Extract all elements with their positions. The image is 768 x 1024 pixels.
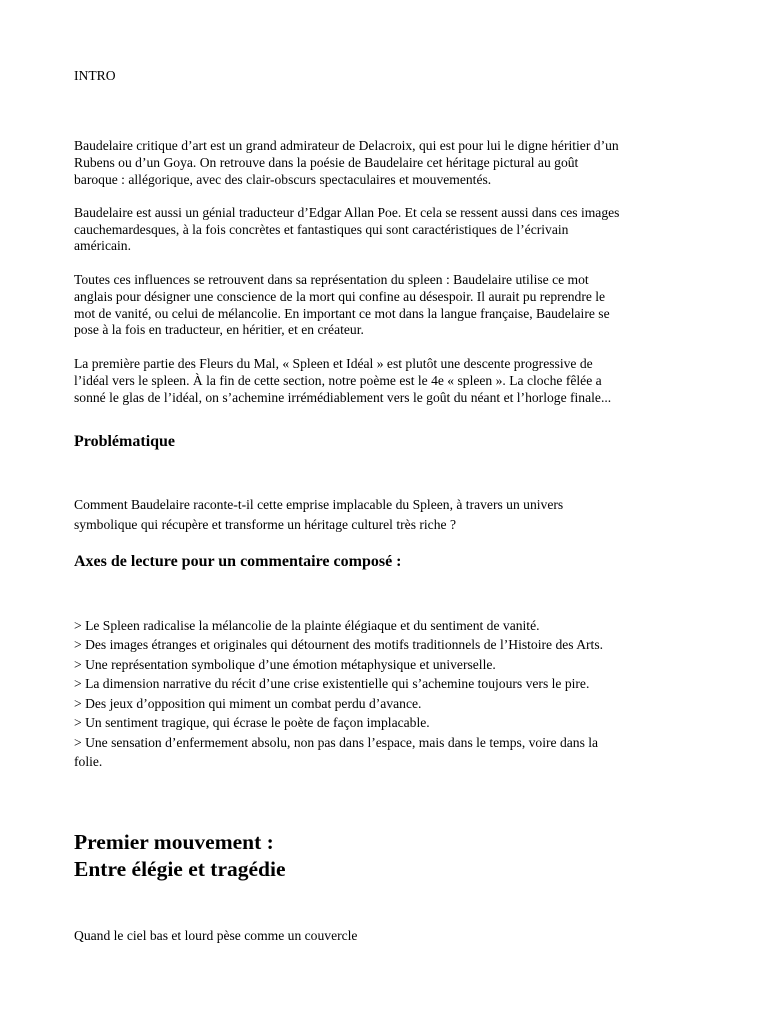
paragraph-line: Toutes ces influences se retrouvent dans sa représentation du spleen : Baudelaire utilise ce mot xyxy=(74,272,589,287)
list-item: > La dimension narrative du récit d’une crise existentielle qui s’achemine toujours vers le pire. xyxy=(74,676,590,691)
poem-first-line: Quand le ciel bas et lourd pèse comme un couvercle xyxy=(74,928,358,943)
axes-heading: Axes de lecture pour un commentaire composé : xyxy=(74,553,402,570)
problematique-heading: Problématique xyxy=(74,433,176,450)
paragraph-line: symbolique qui récupère et transforme un héritage culturel très riche ? xyxy=(74,517,456,532)
section-title-line-1: Premier mouvement : xyxy=(74,830,274,854)
paragraph-line: Baudelaire est aussi un génial traducteur d’Edgar Allan Poe. Et cela se ressent aussi dans ces images xyxy=(74,205,620,220)
paragraph-line: Comment Baudelaire raconte-t-il cette emprise implacable du Spleen, à travers un univers xyxy=(74,497,564,512)
list-item: > Le Spleen radicalise la mélancolie de la plainte élégiaque et du sentiment de vanité. xyxy=(74,618,540,633)
paragraph-line: La première partie des Fleurs du Mal, « Spleen et Idéal » est plutôt une descente progressive de xyxy=(74,356,593,371)
list-item: > Des images étranges et originales qui détournent des motifs traditionnels de l’Histoire des Arts. xyxy=(74,637,604,652)
intro-heading: INTRO xyxy=(74,68,116,83)
list-item-continuation: folie. xyxy=(74,754,103,769)
paragraph-line: américain. xyxy=(74,238,131,253)
paragraph-line: Rubens ou d’un Goya. On retrouve dans la poésie de Baudelaire cet héritage pictural au goût xyxy=(74,155,579,170)
paragraph-line: baroque : allégorique, avec des clair-obscurs spectaculaires et mouvementés. xyxy=(74,172,492,187)
section-title-line-2: Entre élégie et tragédie xyxy=(74,857,286,881)
list-item: > Une représentation symbolique d’une émotion métaphysique et universelle. xyxy=(74,657,496,672)
list-item: > Une sensation d’enfermement absolu, non pas dans l’espace, mais dans le temps, voire dans la xyxy=(74,735,599,750)
paragraph-line: pose à la fois en traducteur, en héritier, et en créateur. xyxy=(74,322,364,337)
list-item: > Un sentiment tragique, qui écrase le poète de façon implacable. xyxy=(74,715,430,730)
paragraph-line: cauchemardesques, à la fois concrètes et fantastiques qui sont caractéristiques de l’écrivain xyxy=(74,222,569,237)
paragraph-line: anglais pour désigner une conscience de la mort qui confine au désespoir. Il aurait pu reprendre le xyxy=(74,289,606,304)
paragraph-line: Baudelaire critique d’art est un grand admirateur de Delacroix, qui est pour lui le digne héritier d’un xyxy=(74,138,619,153)
paragraph-line: l’idéal vers le spleen. À la fin de cette section, notre poème est le 4e « spleen ». La cloche fêlée a xyxy=(74,373,602,388)
paragraph-line: sonné le glas de l’idéal, on s’achemine irrémédiablement vers le goût du néant et l’horloge finale... xyxy=(74,390,612,405)
paragraph-line: mot de vanité, ou celui de mélancolie. En important ce mot dans la langue française, Baudelaire se xyxy=(74,306,610,321)
list-item: > Des jeux d’opposition qui miment un combat perdu d’avance. xyxy=(74,696,422,711)
